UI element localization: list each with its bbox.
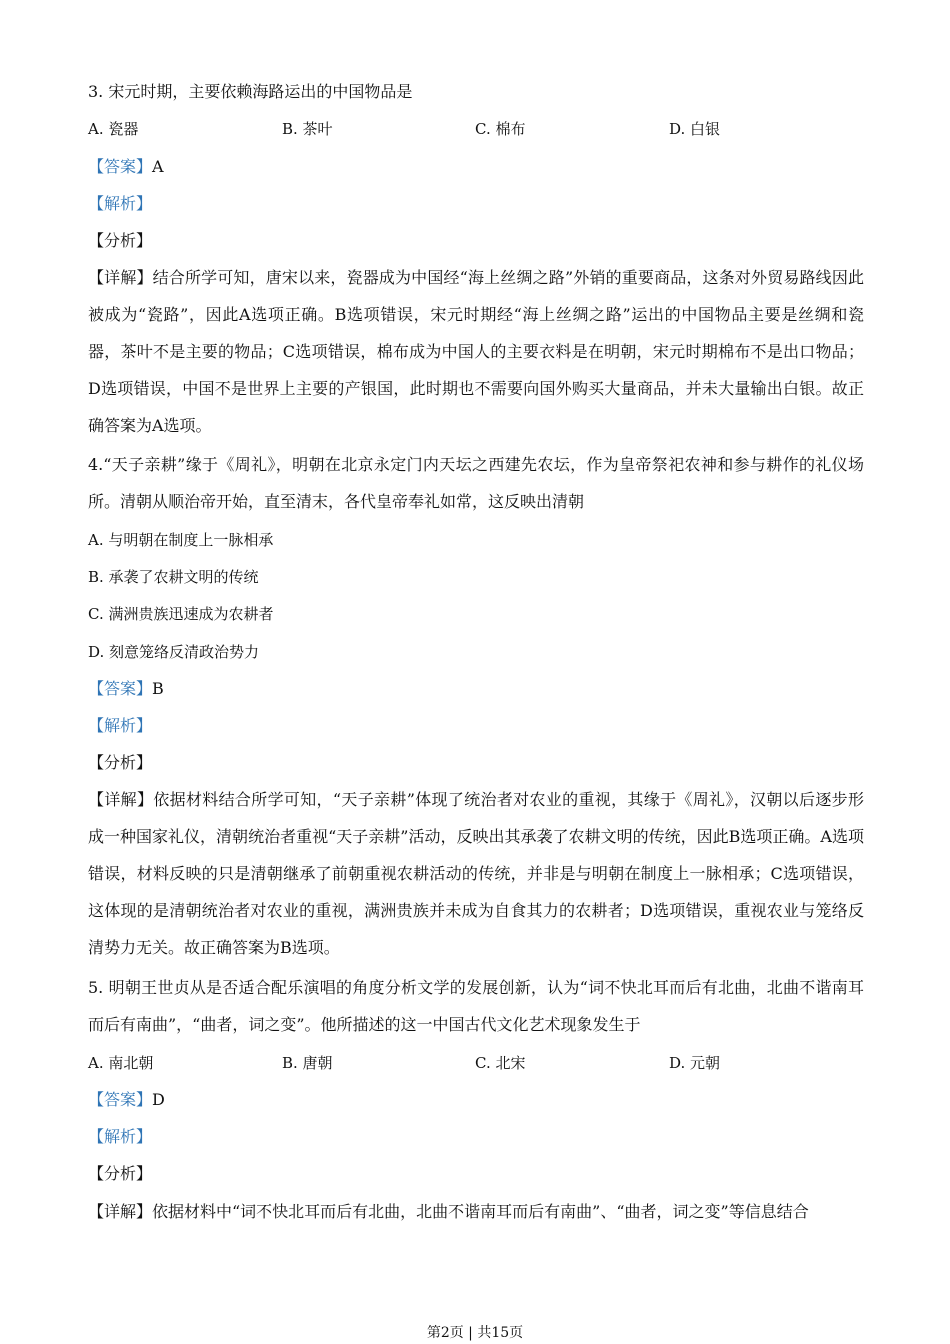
q3-answer xyxy=(88,157,164,177)
q4-fenxi: 【分析】 xyxy=(88,753,153,772)
q5-option-a: A. 南北朝 xyxy=(88,1054,154,1072)
q4-option-a: A. 与明朝在制度上一脉相承 xyxy=(88,531,274,549)
q4-option-c: C. 满洲贵族迅速成为农耕者 xyxy=(88,605,274,623)
q3-option-a: A. 瓷器 xyxy=(88,120,139,138)
q5-fenxi: 【分析】 xyxy=(88,1164,153,1183)
answer-value: B xyxy=(152,679,164,698)
q4-analysis-tag: 【解析】 xyxy=(88,716,153,735)
q4-answer xyxy=(88,679,164,699)
q3-stem: 3. 宋元时期，主要依赖海路运出的中国物品是 xyxy=(88,82,413,101)
q5-option-c: C. 北宋 xyxy=(475,1054,526,1072)
q5-analysis-tag: 【解析】 xyxy=(88,1127,153,1146)
q5-stem: 5. 明朝王世贞从是否适合配乐演唱的角度分析文学的发展创新，认为“词不快北耳而后有北曲，北曲不谐南耳而后有南曲”，“曲者，词之变”。他所描述的这一中国古代文化艺术现象发生于 xyxy=(88,978,864,1034)
q3-option-d: D. 白银 xyxy=(669,120,721,138)
q4-option-d: D. 刻意笼络反清政治势力 xyxy=(88,643,260,661)
q4-option-b: B. 承袭了农耕文明的传统 xyxy=(88,568,259,586)
q3-detail: 【详解】结合所学可知，唐宋以来，瓷器成为中国经“海上丝绸之路”外销的重要商品，这条对外贸易路线因此被成为“瓷路”，因此A选项正确。B选项错误，宋元时期经“海上丝绸之路”运出的中国物品主要是丝绸和瓷器，茶叶不是主要的物品；C选项错误，棉布成为中国人的主要衣料是在明朝，宋元时期棉布不是出口物品；D选项错误，中国不是世界上主要的产银国，此时期也不需要向国外购买大量商品，并未大量输出白银。故正确答案为A选项。 xyxy=(88,268,864,435)
answer-tag: 【答案】 xyxy=(88,679,153,698)
q5-option-b: B. 唐朝 xyxy=(282,1054,333,1072)
q3-fenxi: 【分析】 xyxy=(88,231,153,250)
q5-answer xyxy=(88,1090,165,1110)
q4-detail: 【详解】依据材料结合所学可知，“天子亲耕”体现了统治者对农业的重视，其缘于《周礼》，汉朝以后逐步形成一种国家礼仪，清朝统治者重视“天子亲耕”活动，反映出其承袭了农耕文明的传统，因此B选项正确。A选项错误，材料反映的只是清朝继承了前朝重视农耕活动的传统，并非是与明朝在制度上一脉相承；C选项错误，这体现的是清朝统治者对农业的重视，满洲贵族并未成为自食其力的农耕者；D选项错误，重视农业与笼络反清势力无关。故正确答案为B选项。 xyxy=(88,790,864,957)
answer-value: D xyxy=(152,1090,165,1109)
q4-stem: 4.“天子亲耕”缘于《周礼》，明朝在北京永定门内天坛之西建先农坛，作为皇帝祭祀农神和参与耕作的礼仪场所。清朝从顺治帝开始，直至清末，各代皇帝奉礼如常，这反映出清朝 xyxy=(88,455,864,511)
q3-option-b: B. 茶叶 xyxy=(282,120,333,138)
page-footer: 第2页 | 共15页 xyxy=(426,1325,524,1341)
answer-tag: 【答案】 xyxy=(88,157,153,176)
q3-analysis-tag: 【解析】 xyxy=(88,194,153,213)
answer-value: A xyxy=(152,157,164,176)
q3-option-c: C. 棉布 xyxy=(475,120,526,138)
q5-option-d: D. 元朝 xyxy=(669,1054,721,1072)
answer-tag: 【答案】 xyxy=(88,1090,153,1109)
q5-detail: 【详解】依据材料中“词不快北耳而后有北曲，北曲不谐南耳而后有南曲”、“曲者，词之变”等信息结合 xyxy=(88,1202,809,1221)
